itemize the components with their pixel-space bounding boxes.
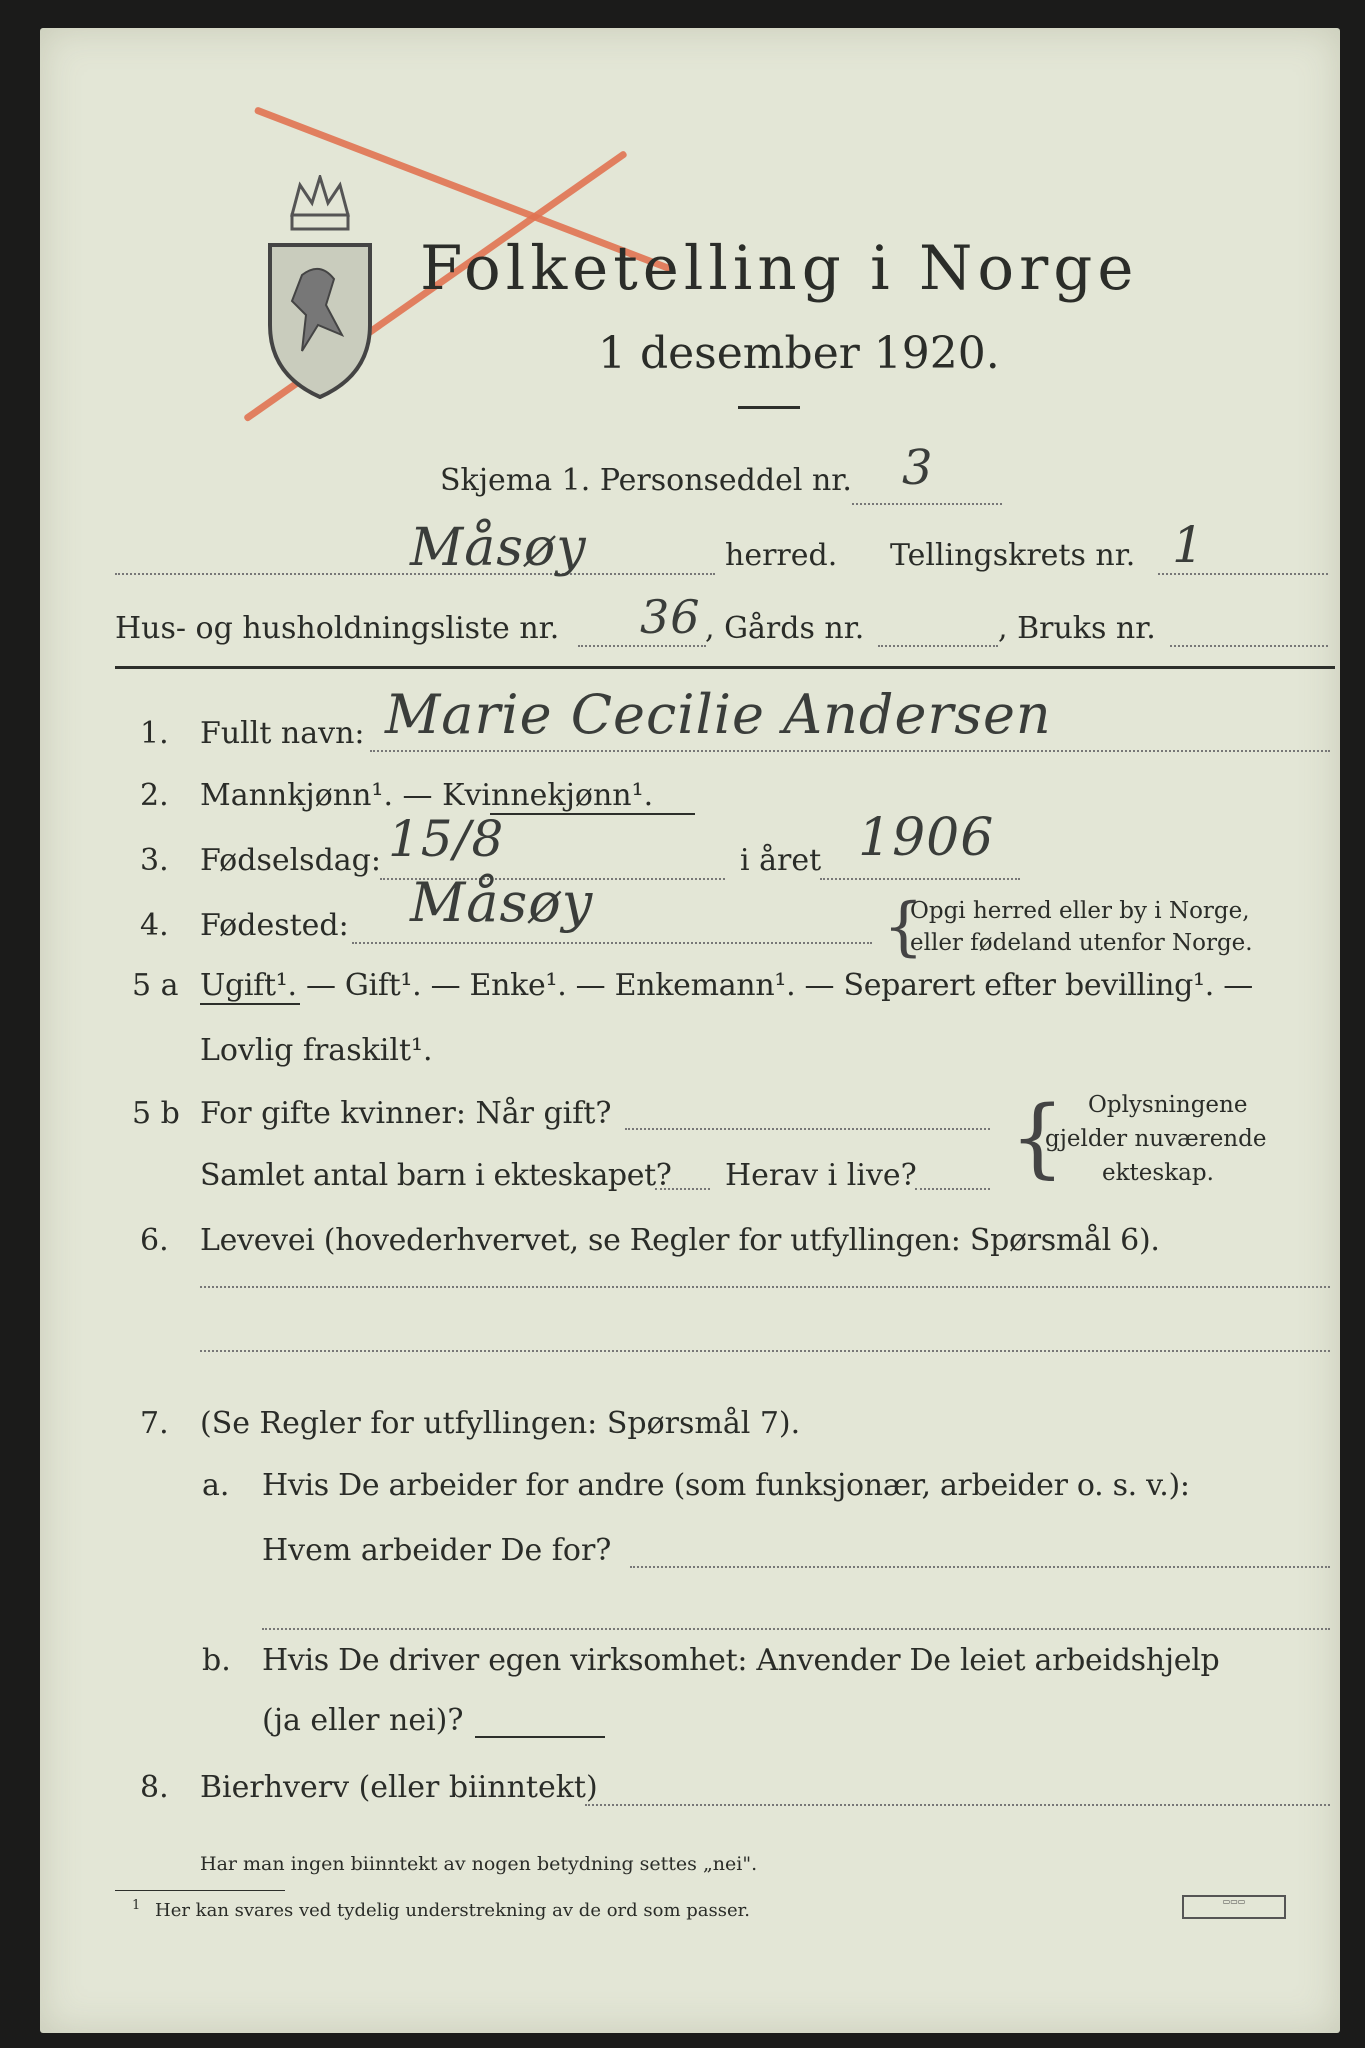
q6-field-line-2: [200, 1350, 1330, 1352]
q1-label: Fullt navn:: [200, 716, 365, 751]
q2-text: Mannkjønn¹. — Kvinnekjønn¹.: [200, 778, 654, 813]
q5b-note-line1: Oplysningene: [1088, 1092, 1248, 1118]
hus-field-line: [578, 645, 706, 647]
skjema-value[interactable]: 3: [902, 440, 934, 496]
q5b-note-brace: {: [1010, 1088, 1065, 1188]
census-form-sheet: [40, 28, 1340, 2033]
header-divider: [115, 666, 1335, 669]
q7a-text: Hvis De arbeider for andre (som funksjonær, arbeider o. s. v.):: [262, 1468, 1190, 1503]
q5a-ugift-underline: [200, 1003, 300, 1005]
bruks-field-line: [1170, 645, 1328, 647]
hus-value[interactable]: 36: [640, 590, 701, 644]
q6-text: Levevei (hovederhvervet, se Regler for utfyllingen: Spørsmål 6).: [200, 1223, 1160, 1258]
bruks-label: , Bruks nr.: [998, 611, 1156, 646]
q8-field-line: [585, 1804, 1330, 1806]
q6-field-line-1: [200, 1286, 1330, 1288]
gards-label: , Gårds nr.: [705, 611, 865, 646]
q4-number: 4.: [140, 908, 169, 943]
q3-year-value[interactable]: 1906: [858, 808, 995, 868]
skjema-field-line: [852, 503, 1002, 505]
q5b-barn-field-line: [655, 1188, 710, 1190]
q7a-letter: a.: [202, 1468, 230, 1503]
q4-note-line2: eller fødeland utenfor Norge.: [910, 930, 1253, 956]
q4-field-line: [352, 942, 872, 944]
q7-text: (Se Regler for utfyllingen: Spørsmål 7).: [200, 1406, 801, 1441]
herred-label: herred.: [725, 538, 838, 573]
q5b-number: 5 b: [132, 1096, 180, 1131]
tellingskrets-label: Tellingskrets nr.: [890, 538, 1136, 573]
q8-number: 8.: [140, 1770, 169, 1805]
q4-note-line1: Opgi herred eller by i Norge,: [910, 898, 1250, 924]
q7a-field-line-1: [630, 1566, 1330, 1568]
q3-year-label: i året: [740, 843, 822, 878]
footnote-text: Her kan svares ved tydelig understrekning av de ord som passer.: [155, 1900, 750, 1921]
q2-number: 2.: [140, 778, 169, 813]
q7a-field-line-2: [262, 1628, 1330, 1630]
q5b-label2: Samlet antal barn i ekteskapet?: [200, 1158, 672, 1193]
q4-note-brace: {: [883, 890, 924, 964]
hus-label: Hus- og husholdningsliste nr.: [115, 611, 560, 646]
q5b-label1: For gifte kvinner: Når gift?: [200, 1096, 612, 1131]
q4-value[interactable]: Måsøy: [410, 871, 594, 934]
biinntekt-note: Har man ingen biinntekt av nogen betydning settes „nei".: [200, 1853, 758, 1875]
q7a-text2: Hvem arbeider De for?: [262, 1533, 612, 1568]
q3-label: Fødselsdag:: [200, 843, 381, 878]
footnote-divider: [115, 1890, 285, 1891]
footnote-number: 1: [132, 1898, 141, 1913]
q5b-note-line2: gjelder nuværende: [1045, 1126, 1267, 1152]
gards-field-line: [878, 645, 998, 647]
q4-label: Fødested:: [200, 908, 349, 943]
q3-number: 3.: [140, 843, 169, 878]
tellingskrets-value[interactable]: 1: [1172, 516, 1205, 574]
q7b-text2: (ja eller nei)?: [262, 1703, 464, 1738]
q1-field-line: [370, 750, 1330, 752]
form-title: Folketelling i Norge: [420, 233, 1139, 304]
q1-value[interactable]: Marie Cecilie Andersen: [385, 683, 1052, 746]
title-divider: [738, 406, 800, 409]
q8-text: Bierhverv (eller biinntekt): [200, 1770, 598, 1805]
q3-year-field-line: [820, 878, 1020, 880]
skjema-label: Skjema 1. Personseddel nr.: [440, 463, 852, 498]
q5b-label3: Herav i live?: [725, 1158, 917, 1193]
form-date: 1 desember 1920.: [598, 328, 1000, 379]
q5b-nar-gift-field-line: [625, 1128, 990, 1130]
q7b-field-line: [475, 1736, 605, 1738]
q5b-note-line3: ekteskap.: [1102, 1160, 1214, 1186]
q7b-text: Hvis De driver egen virksomhet: Anvender De leiet arbeidshjelp: [262, 1643, 1220, 1678]
q5a-number: 5 a: [132, 968, 179, 1003]
q6-number: 6.: [140, 1223, 169, 1258]
norwegian-lion-shield-icon: [262, 175, 378, 400]
q5a-line1: Ugift¹. — Gift¹. — Enke¹. — Enkemann¹. — Separert efter bevilling¹. —: [200, 968, 1253, 1003]
q2-kvinnekjonn-underline: [490, 813, 695, 815]
q7-number: 7.: [140, 1406, 169, 1441]
q3-value[interactable]: 15/8: [388, 810, 505, 868]
q7b-letter: b.: [202, 1643, 231, 1678]
herred-value[interactable]: Måsøy: [410, 518, 587, 578]
q5a-line2: Lovlig fraskilt¹.: [200, 1033, 433, 1068]
q5b-i-live-field-line: [915, 1188, 990, 1190]
q1-number: 1.: [140, 716, 169, 751]
printer-stamp-icon: ▭▭▭: [1182, 1895, 1286, 1919]
